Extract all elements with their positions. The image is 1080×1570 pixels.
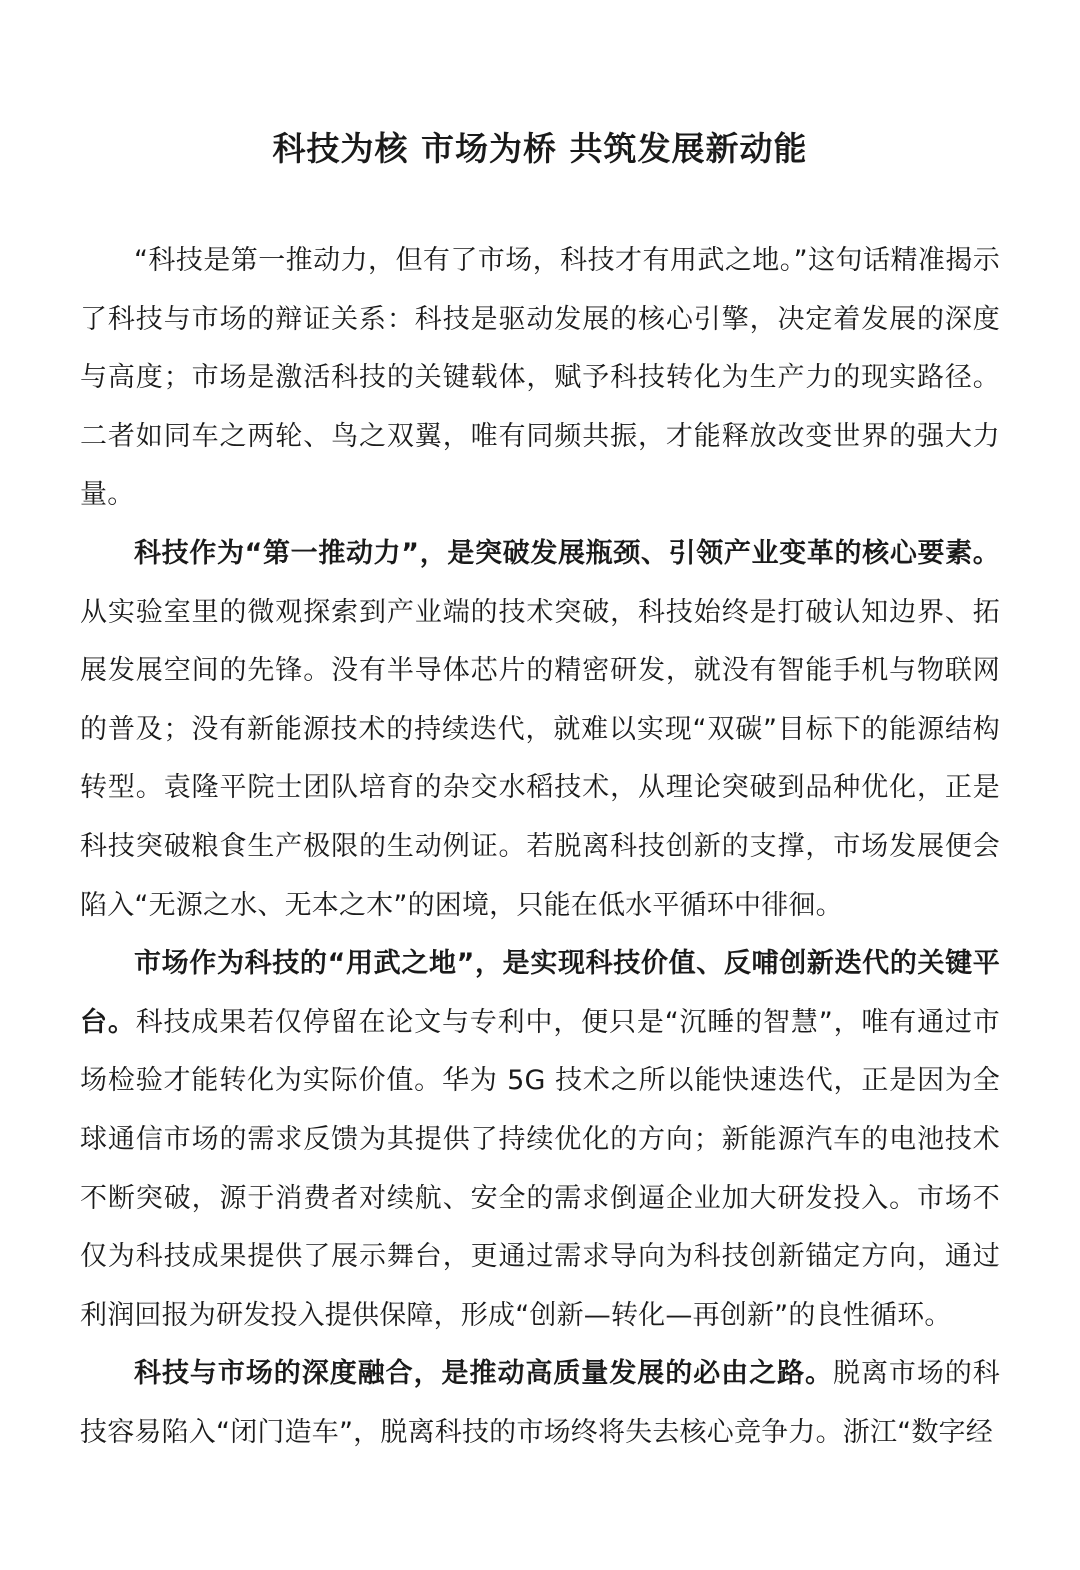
paragraph-text: 脱离市场的科技容易陷入“闭门造车”，脱离科技的市场终将失去核心竞争力。浙江“数字经 (80, 1358, 1000, 1448)
article-body (80, 232, 1000, 1462)
paragraph-text: 科技成果若仅停留在论文与专利中，便只是“沉睡的智慧”，唯有通过市场检验才能转化为实际价值。华为 5G 技术之所以能快速迭代，正是因为全球通信市场的需求反馈为其提供了持续优化的方向；新能源汽车的电池技术不断突破，源于消费者对续航、安全的需求倒逼企业加大研发投入。市场不仅为科技成果提供了展示舞台，更通过需求导向为科技创新锚定方向，通过利润回报为研发投入提供保障，形成“创新—转化—再创新”的良性循环。 (80, 1006, 1000, 1331)
paragraph-technology (80, 525, 1000, 935)
paragraph-text: “科技是第一推动力，但有了市场，科技才有用武之地。”这句话精准揭示了科技与市场的辩证关系：科技是驱动发展的核心引擎，决定着发展的深度与高度；市场是激活科技的关键载体，赋予科技转化为生产力的现实路径。二者如同车之两轮、鸟之双翼，唯有同频共振，才能释放改变世界的强大力量。 (80, 245, 1000, 511)
paragraph-lead: 市场作为科技的“用武之地”，是实现科技价值、反哺创新迭代的关键平台。 (80, 948, 1000, 1038)
paragraph-lead: 科技作为“第一推动力”，是突破发展瓶颈、引领产业变革的核心要素。 (134, 537, 1000, 569)
paragraph-lead: 科技与市场的深度融合，是推动高质量发展的必由之路。 (134, 1358, 833, 1390)
paragraph-market (80, 935, 1000, 1345)
paragraph-text: 从实验室里的微观探索到产业端的技术突破，科技始终是打破认知边界、拓展发展空间的先锋。没有半导体芯片的精密研发，就没有智能手机与物联网的普及；没有新能源技术的持续迭代，就难以实现“双碳”目标下的能源结构转型。袁隆平院士团队培育的杂交水稻技术，从理论突破到品种优化，正是科技突破粮食生产极限的生动例证。若脱离科技创新的支撑，市场发展便会陷入“无源之水、无本之木”的困境，只能在低水平循环中徘徊。 (80, 596, 1000, 921)
paragraph-integration (80, 1345, 1000, 1462)
paragraph-intro (80, 232, 1000, 525)
article-title: 科技为核 市场为桥 共筑发展新动能 (272, 129, 808, 168)
